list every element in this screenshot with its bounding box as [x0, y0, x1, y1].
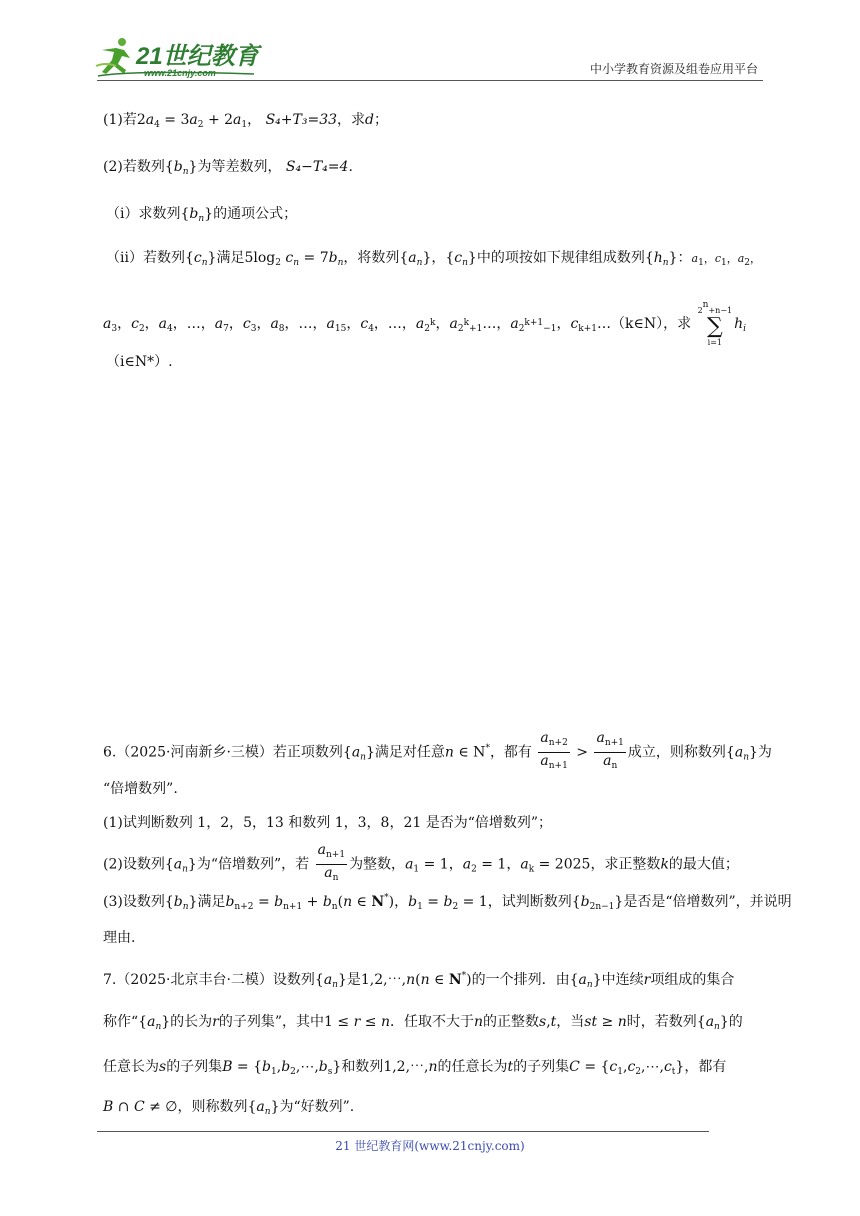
q6-definition: “倍增数列”. [103, 781, 178, 797]
q7-line4: B ∩ C ≠ ∅，则称数列$\{a_n\}$为“好数列”. [103, 1099, 355, 1117]
footer-link[interactable]: 21 世纪教育网(www.21cnjy.com) [335, 1139, 525, 1153]
runner-logo-icon [94, 36, 264, 80]
q6-part3-cont: 理由. [103, 930, 136, 946]
logo-url: www.21cnjy.com [144, 68, 216, 78]
site-logo [94, 36, 264, 80]
q6-part2: (2)设数列$\{a_n\}$为“倍增数列”，若 $\frac{a_{n+1}}{a_n}$ 为整数，$a_1 = 1$，$a_2 = 1$，$a_k = 2025$，求正整数k的最大值； [103, 842, 739, 883]
q6-part1: (1)试判断数列 1，2，5，13 和数列 1，3，8，21 是否为“倍增数列”； [103, 815, 553, 831]
footer-divider [97, 1131, 709, 1132]
q5-part2-ii: （ii）若数列$\{c_n\}$满足$5\log_2$ $c_n = 7b_n$，将数列$\{a_n\}$，$\{c_n\}$中的项按如下规律组成数列$\{h_n\}$：$a_1$，$c_1$，$a_2$， [106, 250, 762, 268]
q6-stem: 6.（2025·河南新乡·三模）若正项数列$\{a_n\}$满足对任意n ∈ N*，都有 $\frac{a_{n+2}}{a_{n+1}}$ > $\frac{a_{n+1}}{a_n}$ 成立，则称数列$\{a_n\}$为 [103, 730, 772, 775]
platform-name: 中小学教育资源及组卷应用平台 [589, 62, 758, 76]
q7-line2: 称作“$\{a_n\}$的长为r的子列集”，其中1 ≤ r ≤ n．任取不大于n的正整数s,t，当st ≥ n时，若数列$\{a_n\}$的 [103, 1014, 743, 1032]
summation: $2^n+n-1$ ∑ i=1 [697, 300, 733, 347]
q6-part3: (3)设数列$\{b_n\}$满足$b_{n+2} = b_{n+1} + b_n(n$ ∈ N*)，$b_1 = b_2 = 1$，试判断数列$\{b_{2n-1}\}$是否是“倍增数列”，并说明 [103, 893, 792, 912]
ratio-right: $\frac{a_{n+1}}{a_n}$ [596, 730, 624, 771]
q5-part2-i: （i）求数列$\{b_n\}$的通项公式； [106, 206, 298, 224]
q7-line1: 7.（2025·北京丰台·二模）设数列$\{a_n\}$是1,2,⋯,n(n ∈ N*)的一个排列．由$\{a_n\}$中连续r项组成的集合 [103, 971, 735, 990]
q5-part1: (1)若$2a_4 = 3a_2 + 2a_1$， S₄+T₃=33，求d； [103, 112, 388, 130]
q5-sequence: $a_3$，$c_2$，$a_4$，…，$a_7$，$c_3$，$a_8$，…，$a_{15}$，$c_4$，…，$a_{2^k}$，$a_{2^k+1}\dots$，$a_{2^{k+1}-1}$，$c_{k+1}\dots(k\in N)$，求 $2^n+n-1$ ∑ i=1 $h_i$ [103, 300, 747, 347]
q7-line3: 任意长为s的子列集$B = \{b_1,b_2,\cdots,b_s\}$和数列1,2,⋯,n的任意长为t的子列集$C = \{c_1,c_2,\cdots,c_t\}$，都有 [103, 1059, 727, 1077]
header-divider [97, 80, 763, 81]
logo-text: 21世纪教育 [136, 43, 259, 70]
q5-final: （i∈N*）. [106, 354, 173, 370]
q5-part2: (2)若数列$\{b_n\}$为等差数列， S₄−T₄=4. [103, 159, 353, 177]
ratio-left: $\frac{a_{n+2}}{a_{n+1}}$ [540, 730, 568, 771]
